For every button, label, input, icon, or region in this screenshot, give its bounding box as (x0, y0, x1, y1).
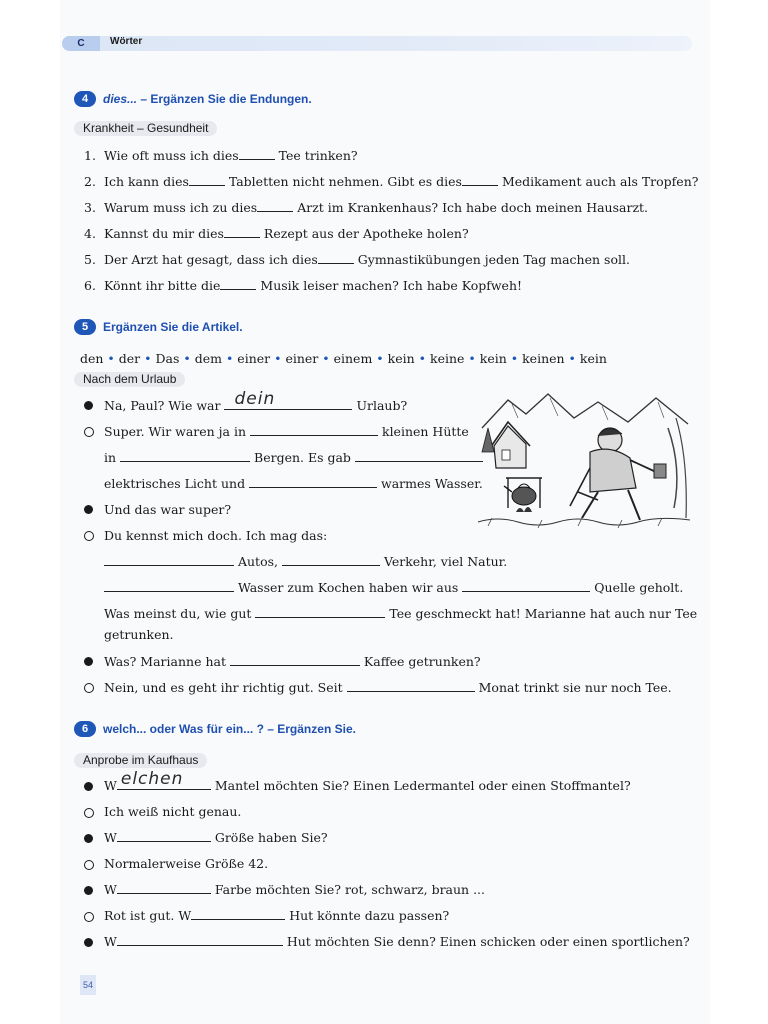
section-badge: C (62, 36, 100, 51)
speaker-a-bullet (84, 886, 93, 895)
speaker-a-bullet (84, 657, 93, 666)
ex4-item-3-text-b: Arzt im Krankenhaus? Ich habe doch meinen Hausarzt. (293, 200, 649, 215)
ex6-line-7-text: Hut möchten Sie denn? Einen schicken oder einen sportlichen? (282, 934, 690, 949)
word-bank-separator: • (140, 351, 156, 366)
word-bank-item: keine (430, 351, 465, 366)
ex5-line-2-text-b: kleinen Hütte (378, 424, 469, 439)
ex4-item-3-number: 3. (84, 200, 96, 215)
word-bank-separator: • (506, 351, 523, 366)
ex5-line-8 (104, 580, 683, 596)
ex4-item-2-number: 2. (84, 174, 96, 189)
ex5-line-12 (104, 680, 672, 696)
ex5-line-6: Du kennst mich doch. Ich mag das: (104, 528, 328, 543)
word-bank-separator: • (318, 351, 334, 366)
ex5-blank-11[interactable] (230, 654, 360, 666)
ex4-item-6-text-a: Könnt ihr bitte die (104, 278, 221, 293)
ex4-item-3-blank[interactable] (257, 200, 293, 212)
speaker-b-bullet (84, 860, 94, 870)
ex4-item-1-text-a: Wie oft muss ich dies (104, 148, 239, 163)
ex5-blank-2[interactable] (250, 424, 378, 436)
speaker-a-bullet (84, 782, 93, 791)
speaker-b-bullet (84, 683, 94, 693)
ex6-line-3-w: W (104, 830, 117, 845)
ex5-line-12-text-b: Monat trinkt sie nur noch Tee. (474, 680, 672, 695)
ex6-line-7 (104, 934, 690, 950)
ex4-item-2 (104, 174, 698, 190)
exercise-4-number: 4 (74, 91, 96, 107)
word-bank-separator: • (179, 351, 195, 366)
word-bank-item: dem (194, 351, 222, 366)
ex6-blank-4[interactable] (191, 908, 285, 920)
ex5-line-4 (104, 476, 483, 492)
word-bank-separator: • (270, 351, 286, 366)
ex4-item-4 (104, 226, 469, 242)
ex5-line-9-text-b: Tee geschmeckt hat! Marianne hat auch nur Tee (385, 606, 698, 621)
speaker-a-bullet (84, 505, 93, 514)
word-bank-item: keinen (522, 351, 565, 366)
ex4-item-2-text-a: Ich kann dies (104, 174, 189, 189)
ex5-blank-9[interactable] (462, 580, 590, 592)
ex4-item-2-text-c: Medikament auch als Tropfen? (497, 174, 699, 189)
ex5-line-1-text-a: Na, Paul? Wie war (104, 398, 225, 413)
exercise-6-number: 6 (74, 721, 96, 737)
ex5-line-7-text-a: Autos, (234, 554, 282, 569)
ex5-line-9-text-a: Was meinst du, wie gut (104, 606, 256, 621)
word-bank-separator: • (564, 351, 580, 366)
ex4-item-2-blank-1[interactable] (189, 174, 225, 186)
ex5-blank-10[interactable] (255, 606, 385, 618)
speaker-b-bullet (84, 531, 94, 541)
exercise-4-topic: Krankheit – Gesundheit (74, 121, 217, 136)
speaker-b-bullet (84, 912, 94, 922)
ex4-item-1-number: 1. (84, 148, 96, 163)
exercise-5-title: Ergänzen Sie die Artikel. (103, 320, 243, 334)
section-header-bar (62, 36, 692, 51)
speaker-a-bullet (84, 401, 93, 410)
ex5-blank-12[interactable] (347, 680, 475, 692)
word-bank-separator: • (372, 351, 388, 366)
hut-illustration (478, 388, 690, 530)
ex4-item-4-text-b: Rezept aus der Apotheke holen? (259, 226, 469, 241)
ex4-item-5-number: 5. (84, 252, 96, 267)
ex5-line-9 (104, 606, 697, 622)
word-bank-item: einer (285, 351, 319, 366)
ex5-line-4-text-b: warmes Wasser. (377, 476, 483, 491)
ex4-item-5 (104, 252, 630, 268)
ex6-blank-3[interactable] (117, 882, 211, 894)
ex4-item-6 (104, 278, 522, 294)
ex5-line-5: Und das war super? (104, 502, 232, 517)
ex5-line-2-text-a: Super. Wir waren ja in (104, 424, 251, 439)
ex5-line-11-text-b: Kaffee getrunken? (359, 654, 481, 669)
ex6-line-6-text-a: Rot ist gut. W (104, 908, 192, 923)
ex5-line-11-text-a: Was? Marianne hat (104, 654, 230, 669)
ex5-blank-8[interactable] (104, 580, 234, 592)
word-bank-item: den (80, 351, 104, 366)
ex6-line-2: Ich weiß nicht genau. (104, 804, 242, 819)
word-bank-item: einem (333, 351, 373, 366)
ex5-line-2 (104, 424, 469, 440)
ex5-line-8-text-a: Wasser zum Kochen haben wir aus (234, 580, 463, 595)
ex5-blank-1[interactable] (224, 389, 352, 410)
ex6-line-3-text: Größe haben Sie? (210, 830, 328, 845)
ex5-blank-7[interactable] (282, 554, 380, 566)
exercise-6-title: welch... oder Was für ein... ? – Ergänzen Sie. (103, 722, 356, 736)
ex5-line-10: getrunken. (104, 627, 174, 642)
speaker-a-bullet (84, 834, 93, 843)
exercise-5-topic: Nach dem Urlaub (74, 372, 185, 387)
ex6-blank-1[interactable] (117, 769, 211, 790)
ex4-item-6-text-b: Musik leiser machen? Ich habe Kopfweh! (256, 278, 523, 293)
ex4-item-5-blank[interactable] (318, 252, 354, 264)
ex6-line-6-text-b: Hut könnte dazu passen? (285, 908, 450, 923)
ex4-item-1 (104, 148, 358, 164)
word-bank (80, 351, 607, 367)
ex5-blank-5[interactable] (249, 476, 377, 488)
ex4-item-6-blank[interactable] (220, 278, 256, 290)
ex4-item-5-text-b: Gymnastikübungen jeden Tag machen soll. (353, 252, 630, 267)
ex5-blank-6[interactable] (104, 554, 234, 566)
ex6-line-7-w: W (104, 934, 117, 949)
word-bank-item: kein (387, 351, 415, 366)
ex6-line-1-text: Mantel möchten Sie? Einen Ledermantel oder einen Stoffmantel? (210, 778, 631, 793)
ex4-item-1-text-b: Tee trinken? (274, 148, 358, 163)
ex4-item-4-blank[interactable] (224, 226, 260, 238)
word-bank-item: kein (479, 351, 507, 366)
exercise-6-topic: Anprobe im Kaufhaus (74, 753, 207, 768)
word-bank-separator: • (464, 351, 480, 366)
ex6-line-5 (104, 882, 485, 898)
ex5-line-1 (104, 389, 408, 414)
word-bank-item: der (118, 351, 141, 366)
ex5-line-7 (104, 554, 507, 570)
word-bank-separator: • (414, 351, 430, 366)
speaker-b-bullet (84, 808, 94, 818)
ex6-line-4: Normalerweise Größe 42. (104, 856, 269, 871)
ex5-line-8-text-b: Quelle geholt. (590, 580, 684, 595)
ex4-item-3-text-a: Warum muss ich zu dies (104, 200, 258, 215)
ex6-blank-2[interactable] (117, 830, 211, 842)
ex4-item-2-text-b: Tabletten nicht nehmen. Gibt es dies (224, 174, 462, 189)
ex5-line-4-text-a: elektrisches Licht und (104, 476, 250, 491)
ex4-item-5-text-a: Der Arzt hat gesagt, dass ich dies (104, 252, 318, 267)
word-bank-item: einer (237, 351, 271, 366)
ex5-line-12-text-a: Nein, und es geht ihr richtig gut. Seit (104, 680, 347, 695)
ex6-line-6 (104, 908, 449, 924)
ex5-line-3-text-a: in (104, 450, 121, 465)
ex5-line-1-text-b: Urlaub? (352, 398, 408, 413)
exercise-4-title (103, 91, 312, 107)
ex6-line-3 (104, 830, 328, 846)
speaker-b-bullet (84, 427, 94, 437)
page-number: 54 (80, 975, 96, 995)
word-bank-item: kein (579, 351, 607, 366)
speaker-a-bullet (84, 938, 93, 947)
ex4-item-1-blank[interactable] (239, 148, 275, 160)
ex5-line-3-text-b: Bergen. Es gab (250, 450, 355, 465)
ex5-blank-3[interactable] (120, 450, 250, 462)
handwritten-answer-dein: dein (234, 389, 276, 409)
ex4-item-3 (104, 200, 648, 216)
ex6-blank-5[interactable] (117, 934, 283, 946)
ex6-line-5-text: Farbe möchten Sie? rot, schwarz, braun ... (210, 882, 485, 897)
ex6-line-1 (104, 769, 631, 794)
ex4-item-4-number: 4. (84, 226, 96, 241)
ex6-line-5-w: W (104, 882, 117, 897)
ex4-item-6-number: 6. (84, 278, 96, 293)
ex5-line-11 (104, 654, 481, 670)
word-bank-separator: • (103, 351, 119, 366)
exercise-5-number: 5 (74, 319, 96, 335)
ex5-line-3 (104, 450, 483, 466)
ex5-blank-4[interactable] (355, 450, 483, 462)
ex4-item-4-text-a: Kannst du mir dies (104, 226, 224, 241)
ex4-item-2-blank-2[interactable] (462, 174, 498, 186)
exercise-4-title-text: – Ergänzen Sie die Endungen. (137, 92, 312, 106)
handwritten-answer-elchen: elchen (120, 769, 184, 789)
ex6-line-1-w: W (104, 778, 117, 793)
section-title: Wörter (110, 36, 143, 47)
word-bank-separator: • (221, 351, 238, 366)
ex5-line-7-text-b: Verkehr, viel Natur. (379, 554, 508, 569)
exercise-4-title-keyword: dies... (103, 92, 138, 106)
word-bank-item: Das (155, 351, 180, 366)
